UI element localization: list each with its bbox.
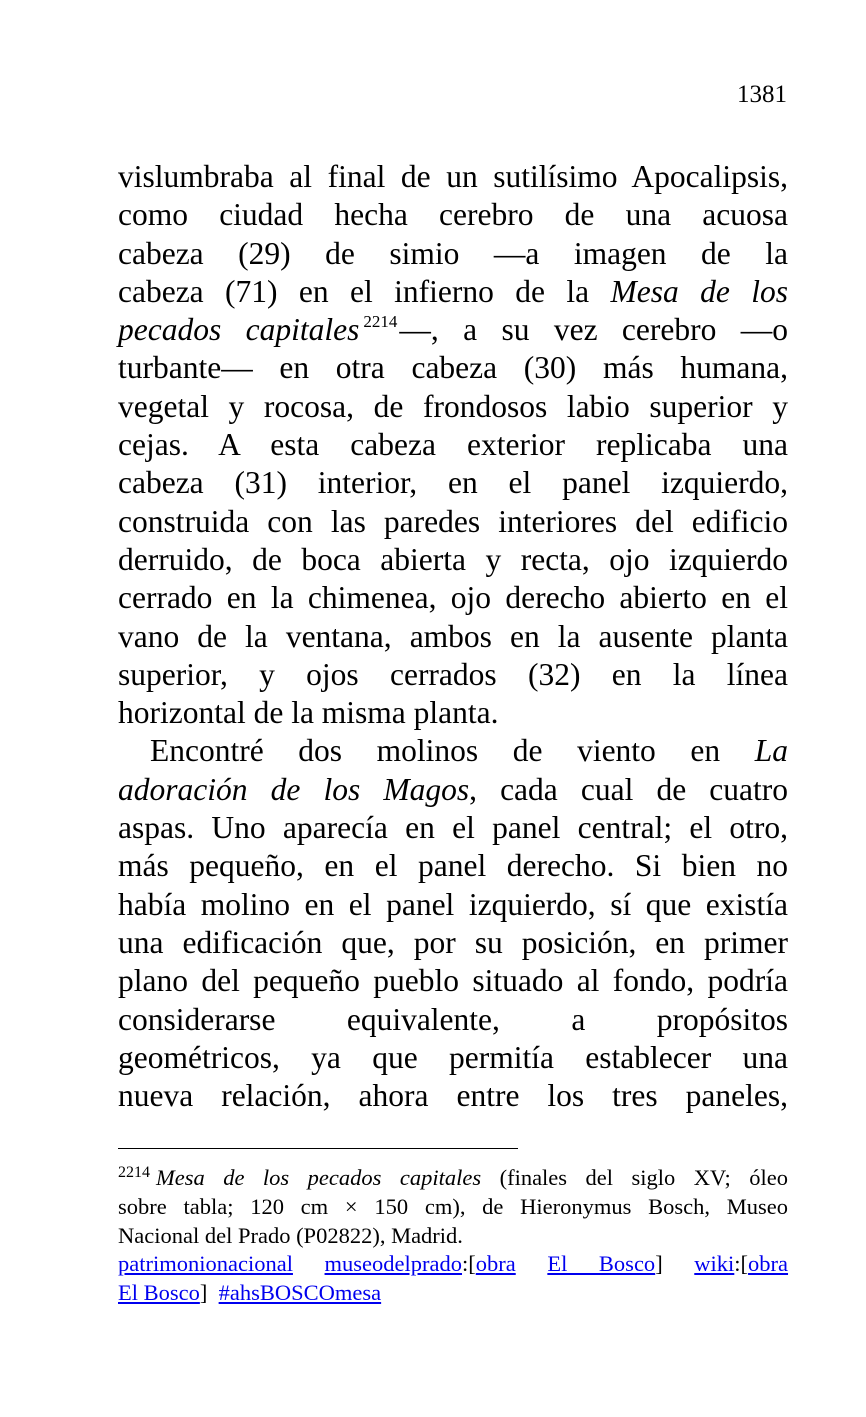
text-line: turbante— en otra cabeza (30) más humana, xyxy=(118,350,788,386)
text-line: como ciudad hecha cerebro de una acuosa xyxy=(118,197,788,233)
footnote-separator xyxy=(118,1148,518,1149)
punctuation: :[ xyxy=(462,1251,476,1277)
text-segment: , cada cual de cuatro xyxy=(469,771,789,807)
text-line: cabeza (31) interior, en el panel izquierdo, xyxy=(118,465,788,501)
text-segment: cabeza (71) en el infierno de la xyxy=(118,273,590,309)
link-museodelprado[interactable]: museodelprado xyxy=(324,1251,463,1277)
footnote-line: Nacional del Prado (P02822), Madrid. xyxy=(118,1222,463,1248)
text-line: nueva relación, ahora entre los tres paneles, xyxy=(118,1078,788,1114)
text-line xyxy=(118,771,788,809)
text-line: horizontal de la misma planta. xyxy=(118,695,499,731)
text-line: cejas. A esta cabeza exterior replicaba una xyxy=(118,427,788,463)
link-el-bosco-wiki[interactable]: El Bosco xyxy=(118,1280,200,1306)
link-obra-wiki[interactable]: obra xyxy=(748,1251,789,1277)
body-text xyxy=(118,158,788,1115)
text-line: geométricos, ya que permitía establecer una xyxy=(118,1039,788,1075)
text-line xyxy=(118,273,788,311)
text-line: cerrado en la chimenea, ojo derecho abierto en el xyxy=(118,580,788,616)
artwork-title: Mesa de los pecados capitales xyxy=(156,1165,482,1190)
footnote-reference: 2214 xyxy=(363,312,398,332)
paragraph-1 xyxy=(118,158,788,732)
artwork-title: adoración de los Magos xyxy=(118,771,470,807)
footnote-marker: 2214 xyxy=(118,1164,150,1181)
link-el-bosco-prado[interactable]: El Bosco xyxy=(547,1251,656,1277)
text-line xyxy=(118,311,788,349)
text-segment: Encontré dos molinos de viento en xyxy=(150,733,721,769)
footnote-links-line xyxy=(118,1279,788,1308)
footnote-line xyxy=(118,1164,788,1193)
punctuation: :[ xyxy=(734,1251,749,1277)
text-line: derruido, de boca abierta y recta, ojo izquierdo xyxy=(118,541,788,577)
paragraph-2 xyxy=(118,732,788,1115)
punctuation: ] xyxy=(655,1251,663,1277)
text-line: cabeza (29) de simio —a imagen de la xyxy=(118,235,788,271)
link-hashtag-ahsboscomesa[interactable]: #ahsBOSCOmesa xyxy=(218,1280,382,1306)
text-line xyxy=(118,732,788,770)
text-line: una edificación que, por su posición, en primer xyxy=(118,924,788,960)
footnote xyxy=(118,1164,788,1308)
text-line: vegetal y rocosa, de frondosos labio superior y xyxy=(118,388,788,424)
link-patrimonionacional[interactable]: patrimonionacional xyxy=(118,1251,293,1277)
punctuation: ] xyxy=(199,1280,208,1306)
text-line: más pequeño, en el panel derecho. Si bien no xyxy=(118,848,788,884)
footnote-line: sobre tabla; 120 cm × 150 cm), de Hieronymus Bosch, Museo xyxy=(118,1193,788,1219)
link-obra-prado[interactable]: obra xyxy=(475,1251,516,1277)
text-line: aspas. Uno aparecía en el panel central; el otro, xyxy=(118,810,788,846)
text-line: considerarse equivalente, a propósitos xyxy=(118,1001,788,1037)
artwork-title: pecados capitales xyxy=(118,312,360,348)
text-line: había molino en el panel izquierdo, sí que existía xyxy=(118,886,788,922)
text-line: construida con las paredes interiores del edificio xyxy=(118,503,788,539)
page-number: 1381 xyxy=(737,81,787,108)
text-segment: —, a su vez cerebro —o xyxy=(399,312,788,348)
text-segment: (finales del siglo XV; óleo xyxy=(499,1165,789,1190)
text-line: plano del pequeño pueblo situado al fondo, podría xyxy=(118,963,788,999)
text-line: vano de la ventana, ambos en la ausente planta xyxy=(118,618,788,654)
artwork-title: Mesa de los xyxy=(610,273,788,309)
artwork-title: La xyxy=(754,733,788,769)
footnote-links-line xyxy=(118,1250,788,1279)
text-line: superior, y ojos cerrados (32) en la línea xyxy=(118,656,788,692)
text-line: vislumbraba al final de un sutilísimo Apocalipsis, xyxy=(118,159,788,194)
link-wiki[interactable]: wiki xyxy=(694,1251,735,1277)
